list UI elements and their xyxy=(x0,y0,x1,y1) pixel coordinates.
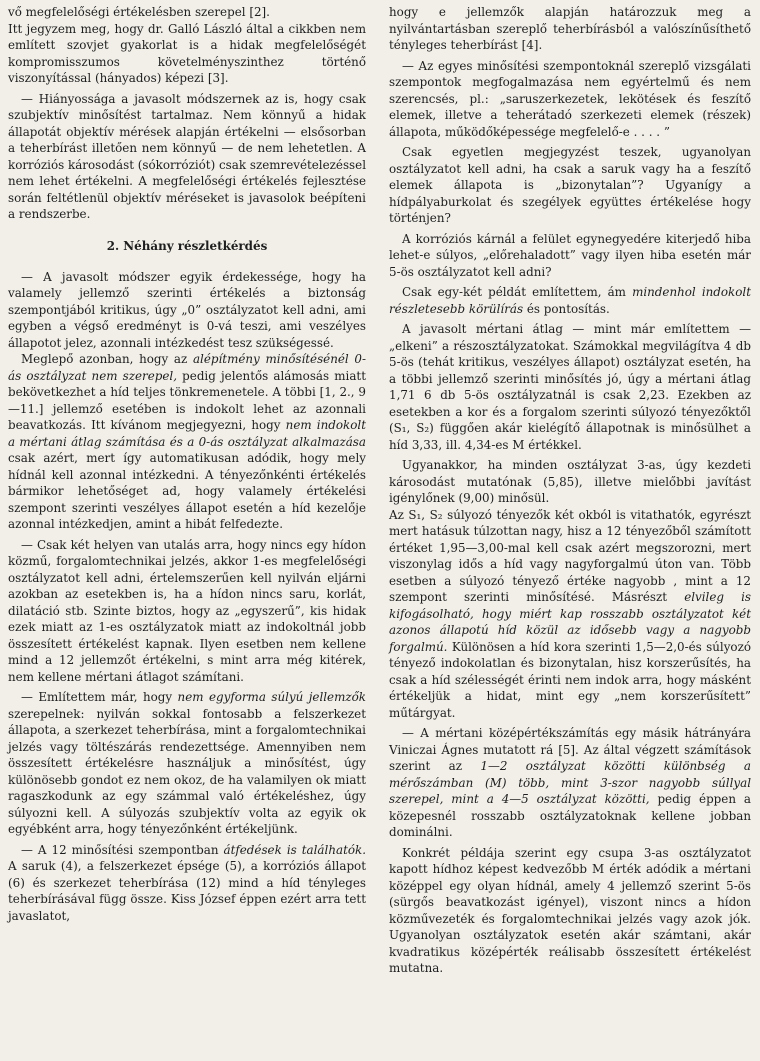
paragraph: Konkrét példája szerint egy csupa 3-as osztályzatot kapott hídhoz képest kedvezőbb M érték adódik a mértani középpel egy olyan hídnál, amely 4 jellemző szerint 5-ös (sürgős beavatkozást igényel), viszont nincs a hídon közművezeték és forgalomtechnikai jelzés vagy azok jók. Ugyanolyan osztályzatok esetén akár számtani, akár kvadratikus középérték reálisabb összesített értékelést mutatna. xyxy=(389,845,751,975)
emphasis: nem indokolt a mértani átlag számítása és a 0-ás osztályzat alkalmazása xyxy=(8,418,366,449)
paragraph: Meglepő azonban, hogy az alépítmény minősítésénél 0-ás osztályzat nem szerepel, pedig jelentős alámosás miatt bekövetkezhet a híd teljes tönkremenetele. A többi [1, 2., 9—11.] jellemző esetében is indokolt lehet az azonnali beavatkozás. Itt kívánom megjegyezni, hogy nem indokolt a mértani átlag számítása és a 0-ás osztályzat alkalmazása csak azért, mert így automatikusan adódik, hogy mely hídnál kell azonnal intézkedni. A tényezőnkénti értékelés bármikor lehetőséget ad, hogy valamely értékelési szempont szerinti veszélyes állapot esetén a híd kezelője azonnal intézkedjen, amint a hibát felfedezte. xyxy=(8,352,366,531)
paragraph: Ugyanakkor, ha minden osztályzat 3-as, úgy kezdeti károsodást mutatónak (5,85), illetve mielőbbi javítást igénylőnek (9,00) minősül. xyxy=(389,458,751,505)
emphasis: nem egyforma súlyú jellemzők xyxy=(177,690,367,704)
emphasis: mindenhol indokolt részletesebb körülírás xyxy=(389,285,751,316)
paragraph: — Hiányossága a javasolt módszernek az is, hogy csak szubjektív minősítést tartalmaz. Nem könnyű a hidak állapotát objektív mérések alapján értékelni — elsősorban a teherbírást illetően nem könnyű — de nem lehetetlen. A korróziós károsodást (sókorróziót) csak szemrevételezéssel nem lehet értékelni. A megfelelőségi értékelés fejlesztése során feltétlenül objektív méréseket is javasolok beépíteni a rendszerbe. xyxy=(8,91,366,221)
emphasis: elvileg is kifogásolható, hogy miért kap rosszabb osztályzatot két azonos állapotú híd közül az idősebb vagy a nagyobb forgalmú. xyxy=(389,590,752,654)
emphasis: 1—2 osztályzat közötti különbség a mérőszámban (M) több, mint 3-szor nagyobb súllyal szerepel, mint a 4—5 osztályzat közötti, xyxy=(389,759,751,806)
paragraph: Csak egy-két példát említettem, ám mindenhol indokolt részletesebb körülírás és pontosítás. xyxy=(389,285,751,316)
section-heading: 2. Néhány részletkérdés xyxy=(106,238,268,253)
paragraph: — A mértani középértékszámítás egy másik hátrányára Viniczai Ágnes mutatott rá [5]. Az által végzett számítások szerint az 1—2 osztályzat közötti különbség a mérőszámban (M) több, mint 3-szor nagyobb súllyal szerepel, mint a 4—5 osztályzat közötti, pedig éppen a közepesnél rosszabb osztályzatoknak kellene jobban dominálni. xyxy=(389,726,751,839)
paragraph: — Csak két helyen van utalás arra, hogy nincs egy hídon közmű, forgalomtechnikai jelzés, akkor 1-es megfelelőségi osztályzatot kell adni, értelemszerűen kell nyilván eljárni azokban az esetekben is, ha a hídon nincs saru, korlát, dilatáció stb. Szinte biztos, hogy az „egyszerű”, kis hidak ezek miatt az 1-es osztályzatok miatt az indokoltnál jobb összesített értékelést kapnak. Ilyen esetben nem kellene mind a 12 jellemzőt értékelni, s mint arra még kitérek, nem kellene mértani átlagot számítani. xyxy=(8,537,366,684)
paragraph: — Említettem már, hogy nem egyforma súlyú jellemzők szerepelnek: nyilván sokkal fontosabb a felszerkezet állapota, a szerkezet teherbírása, mint a forgalomtechnikai jelzés vagy töltészárás rendezettsége. Amennyiben nem összesített értékelésre használjuk a minősítést, úgy különösebb gondot ez nem okoz, de ha valamilyen ok miatt ragaszkodunk az egy számmal való értékeléshez, úgy súlyozni kell. A súlyozás szubjektív volta az egyik ok egyébként arra, hogy tényezőnként értékeljünk. xyxy=(8,690,367,836)
right-column xyxy=(389,4,751,977)
paragraph: A javasolt mértani átlag — mint már említettem — „elkeni” a részosztályzatokat. Számokkal megvilágítva 4 db 5-ös (tehát kritikus, veszélyes állapot) osztályzat esetén, ha a többi jellemző szerinti minősítés jó, úgy a mértani átlag 1,71 6 db 5-ös osztályzatnál is csak 2,23. Ezekben az esetekben a kor és a forgalom szerinti súlyozó tényezőktől (S₁, S₂) függően akár kielégítő állapotnak is minősülhet a híd 3,33, ill. 4,34-es M értékkel. xyxy=(389,322,751,452)
left-column xyxy=(8,4,366,924)
paragraph: — Az egyes minősítési szempontoknál szereplő vizsgálati szempontok megfogalmazása nem egyértelmű és nem szerencsés, pl.: „saruszerkezetek, lekötések és feszítő elemek, illetve a teherátadó szerkezeti elemek (részek) állapota, működőképessége megfelelő-e . . . . ” xyxy=(389,58,751,139)
paragraph: — A 12 minősítési szempontban átfedések is találhatók. A saruk (4), a felszerkezet épsége (5), a korróziós állapot (6) és szerkezet teherbírása (12) mind a híd tényleges teherbírásával függ össze. Kiss József éppen ezért arra tett javaslatot, xyxy=(8,842,366,923)
paragraph: — A javasolt módszer egyik érdekessége, hogy ha valamely jellemző szerinti értékelés a biztonság szempontjából kritikus, úgy „0” osztályzatot kell adni, ami egyben a végső eredményt is 0-vá teszi, ami veszélyes állapotot jelez, azonnali intézkedést tesz szükségessé. xyxy=(8,269,366,350)
paragraph: Itt jegyzem meg, hogy dr. Galló László által a cikkben nem említett szovjet gyakorlat is a hidak megfelelőségét kompromisszumos követelményszinthez történő viszonyítással (hányados) képezi [3]. xyxy=(8,21,366,85)
paragraph: Csak egyetlen megjegyzést teszek, ugyanolyan osztályzatot kell adni, ha csak a saruk vagy ha a feszítő elemek állapota is „bizonytalan”? Ugyanígy a hídpályaburkolat és szegélyek együttes értékelése hogy történjen? xyxy=(389,145,751,225)
paragraph: A korróziós kárnál a felület egynegyedére kiterjedő hiba lehet-e súlyos, „előrehaladott” vagy ilyen hiba esetén már 5-ös osztályzatot kell adni? xyxy=(389,231,751,279)
emphasis: átfedések is találhatók. xyxy=(223,842,366,857)
paragraph: vő megfelelőségi értékelésben szerepel [2]. xyxy=(8,5,270,19)
paragraph: Az S₁, S₂ súlyozó tényezők két okból is vitathatók, egyrészt mert hatásuk túlzottan nagy, hisz a 12 tényezőből számított értéket 1,95—3,00-mal kell csak azért megszorozni, mert viszonylag idős a híd vagy nagyforgalmú úton van. Több esetben a súlyozó tényező értéke nagyobb , mint a 12 szempont szerinti minősítésé. Másrészt elvileg is kifogásolható, hogy miért kap rosszabb osztályzatot két azonos állapotú híd közül az idősebb vagy a nagyobb forgalmú. Különösen a híd kora szerinti 1,5—2,0-és súlyozó tényező indokolatlan és bizonytalan, hisz korszerűsítés, ha csak a híd szélességét érinti nem indok arra, hogy másként értékeljük a hidat, mint egy „nem korszerűsített” műtárgyat. xyxy=(389,507,752,720)
paragraph: hogy e jellemzők alapján határozzuk meg a nyilvántartásban szereplő teherbírásból a valószínűsíthető tényleges teherbírást [4]. xyxy=(389,5,751,52)
emphasis: alépítmény minősítésénél 0-ás osztályzat nem szerepel, xyxy=(8,352,366,383)
